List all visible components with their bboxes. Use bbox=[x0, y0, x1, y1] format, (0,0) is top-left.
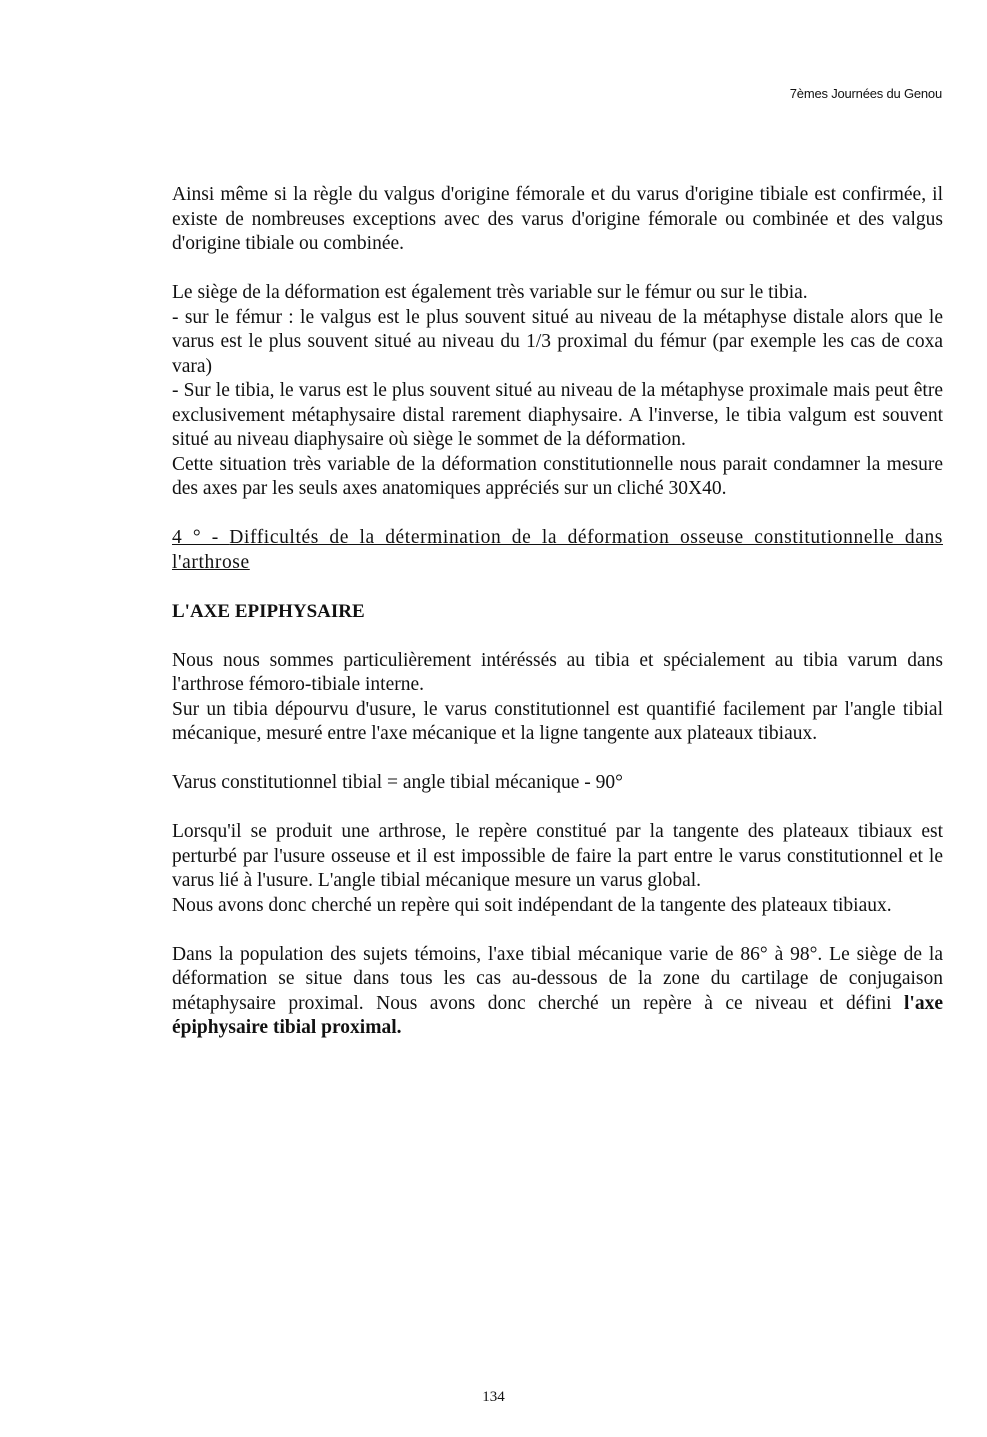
arthrosis-landmark-search: Nous avons donc cherché un repère qui soit indépendant de la tangente des plateaux tibiaux. bbox=[172, 894, 892, 916]
paragraph-arthrosis bbox=[172, 820, 943, 918]
deformation-site-intro: Le siège de la déformation est également très variable sur le fémur ou sur le tibia. bbox=[172, 282, 808, 303]
paragraph-valgus-varus-origin: Ainsi même si la règle du valgus d'origine fémorale et du varus d'origine tibiale est confirmée, il existe de nombreuses exceptions avec des varus d'origine fémorale ou combinée et des valgus d'origine tibiale ou combinée. bbox=[172, 184, 943, 254]
arthrosis-disturbance: Lorsqu'il se produit une arthrose, le repère constitué par la tangente des plateaux tibiaux est perturbé par l'usure osseuse et il est impossible de faire la part entre le varus constitutionnel et le varus lié à l'usure. L'angle tibial mécanique mesure un varus global. bbox=[172, 821, 943, 891]
control-population-text: Dans la population des sujets témoins, l'axe tibial mécanique varie de 86° à 98°. Le siège de la déformation se situe dans tous les cas au-dessous de la zone du cartilage de conjugaison métaphysaire proximal. Nous avons donc cherché un repère à ce niveau et défini bbox=[172, 943, 943, 1014]
epiphyseal-axis-heading: L'AXE EPIPHYSAIRE bbox=[172, 600, 365, 622]
page-number: 134 bbox=[482, 1389, 505, 1405]
tibia-varum-quantification: Sur un tibia dépourvu d'usure, le varus constitutionnel est quantifié facilement par l'angle tibial mécanique, mesuré entre l'axe mécanique et la ligne tangente aux plateaux tibiaux. bbox=[172, 698, 943, 744]
proximal-epiphyseal-axis-term: l'axe épiphysaire tibial proximal. bbox=[172, 992, 943, 1038]
deformation-site-conclusion: Cette situation très variable de la déformation constitutionnelle nous parait condamner la mesure des axes par les seuls axes anatomiques appréciés sur un cliché 30X40. bbox=[172, 453, 943, 499]
section-4-number: 4 ° - bbox=[172, 527, 230, 548]
tibia-varum-interest: Nous nous sommes particulièrement intéréssés au tibia et spécialement au tibia varum dans l'arthrose fémoro-tibiale interne. bbox=[172, 649, 943, 695]
paragraph-tibia-varum bbox=[172, 649, 943, 747]
paragraph-deformation-site bbox=[172, 281, 943, 502]
section-4-heading bbox=[172, 526, 943, 575]
section-4-title: Difficultés de la détermination de la déformation osseuse constitutionnelle dans l'arthrose bbox=[172, 527, 943, 573]
running-header: 7èmes Journées du Genou bbox=[789, 86, 942, 101]
page-body bbox=[172, 183, 943, 1065]
varus-formula: Varus constitutionnel tibial = angle tibial mécanique - 90° bbox=[172, 772, 623, 793]
paragraph-control-population bbox=[172, 943, 943, 1041]
deformation-site-femur: - sur le fémur : le valgus est le plus souvent situé au niveau de la métaphyse distale alors que le varus est le plus souvent situé au niveau du 1/3 proximal du fémur (par exemple les cas de coxa vara) bbox=[172, 306, 943, 377]
deformation-site-tibia: - Sur le tibia, le varus est le plus souvent situé au niveau de la métaphyse proximale mais peut être exclusivement métaphysaire distal rarement diaphysaire. A l'inverse, le tibia valgum est souvent situé au niveau diaphysaire où siège le sommet de la déformation. bbox=[172, 380, 943, 450]
